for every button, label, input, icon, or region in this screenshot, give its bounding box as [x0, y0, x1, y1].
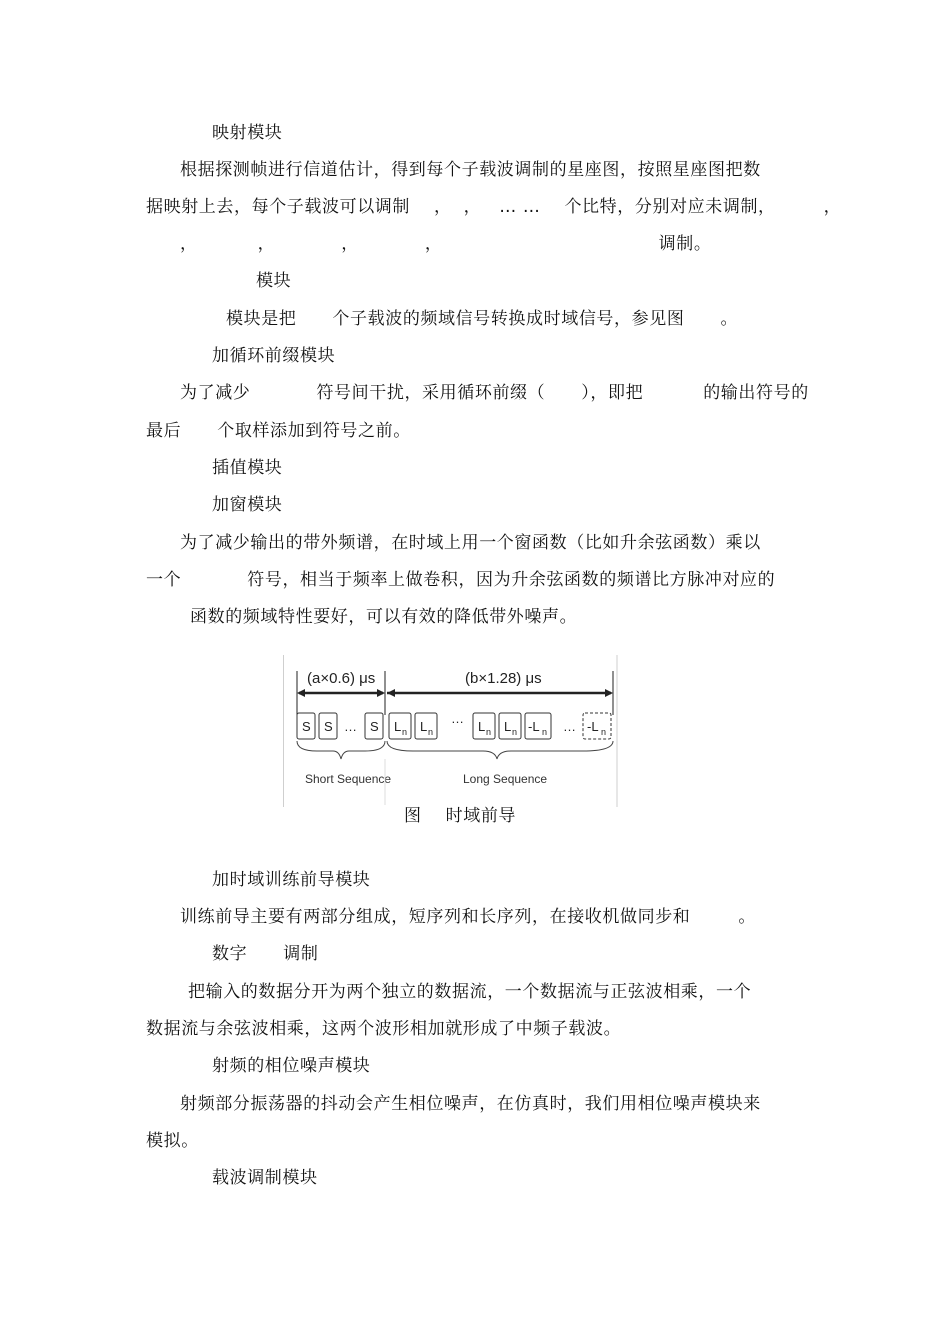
mapping-line-3: ， ， ， ， 调制。 — [180, 234, 712, 254]
short-symbol-2: S — [324, 719, 333, 734]
long-ellipsis-2: … — [563, 719, 576, 734]
short-symbol-1: S — [302, 719, 311, 734]
ifft-line: 模块是把 个子载波的频域信号转换成时域信号，参见图 。 — [226, 309, 739, 329]
mapping-line-2: 据映射上去，每个子载波可以调制 ， ， … … 个比特，分别对应未调制， ， — [146, 197, 842, 217]
long-subscript-4: n — [512, 727, 518, 737]
heading-cyclic-prefix: 加循环前缀模块 — [212, 346, 336, 366]
long-sequence-label: Long Sequence — [463, 772, 548, 786]
window-line-3: 函数的频域特性要好，可以有效的降低带外噪声。 — [190, 607, 578, 627]
long-ellipsis-1: … — [451, 711, 464, 726]
long-symbol-4: L — [504, 719, 512, 734]
heading-carrier-modulation: 载波调制模块 — [212, 1168, 318, 1188]
window-line-1: 为了减少输出的带外频谱，在时域上用一个窗函数（比如升余弦函数）乘以 — [180, 533, 761, 553]
heading-ifft: 模块 — [256, 271, 292, 291]
short-ellipsis: … — [344, 719, 357, 734]
heading-training-preamble: 加时域训练前导模块 — [212, 870, 371, 890]
heading-digital-modulation: 数字 调制 — [212, 944, 319, 964]
short-duration-label: (a×0.6) μs — [307, 670, 376, 687]
long-neg-symbol-2: -L — [587, 719, 599, 734]
long-symbol-2: L — [420, 719, 428, 734]
figure-caption: 图 时域前导 — [404, 806, 517, 826]
cp-line-1: 为了减少 符号间干扰，采用循环前缀（ ），即把 的输出符号的 — [180, 383, 809, 403]
window-line-2: 一个 符号，相当于频率上做卷积，因为升余弦函数的频谱比方脉冲对应的 — [146, 570, 776, 590]
long-symbol-1: L — [394, 719, 402, 734]
time-domain-preamble-figure — [283, 655, 618, 807]
long-neg-subscript-2: n — [601, 727, 607, 737]
long-neg-subscript-1: n — [542, 727, 548, 737]
short-sequence-label: Short Sequence — [305, 772, 392, 786]
digital-line-1: 把输入的数据分开为两个独立的数据流，一个数据流与正弦波相乘，一个 — [188, 982, 752, 1002]
cp-line-2: 最后 个取样添加到符号之前。 — [146, 421, 411, 441]
heading-mapping: 映射模块 — [212, 123, 283, 143]
digital-line-2: 数据流与余弦波相乘，这两个波形相加就形成了中频子载波。 — [146, 1019, 622, 1039]
short-symbol-last: S — [370, 719, 379, 734]
long-subscript-3: n — [486, 727, 492, 737]
phase-noise-line-1: 射频部分振荡器的抖动会产生相位噪声，在仿真时，我们用相位噪声模块来 — [180, 1094, 761, 1114]
long-duration-label: (b×1.28) μs — [465, 670, 542, 687]
long-subscript-2: n — [428, 727, 434, 737]
preamble-line: 训练前导主要有两部分组成，短序列和长序列，在接收机做同步和 。 — [180, 907, 757, 927]
long-symbol-3: L — [478, 719, 486, 734]
phase-noise-line-2: 模拟。 — [146, 1131, 199, 1151]
mapping-line-1: 根据探测帧进行信道估计，得到每个子载波调制的星座图，按照星座图把数 — [180, 160, 761, 180]
long-neg-symbol-1: -L — [528, 719, 540, 734]
long-subscript-1: n — [402, 727, 408, 737]
heading-phase-noise: 射频的相位噪声模块 — [212, 1056, 371, 1076]
heading-window: 加窗模块 — [212, 495, 283, 515]
heading-interpolation: 插值模块 — [212, 458, 283, 478]
